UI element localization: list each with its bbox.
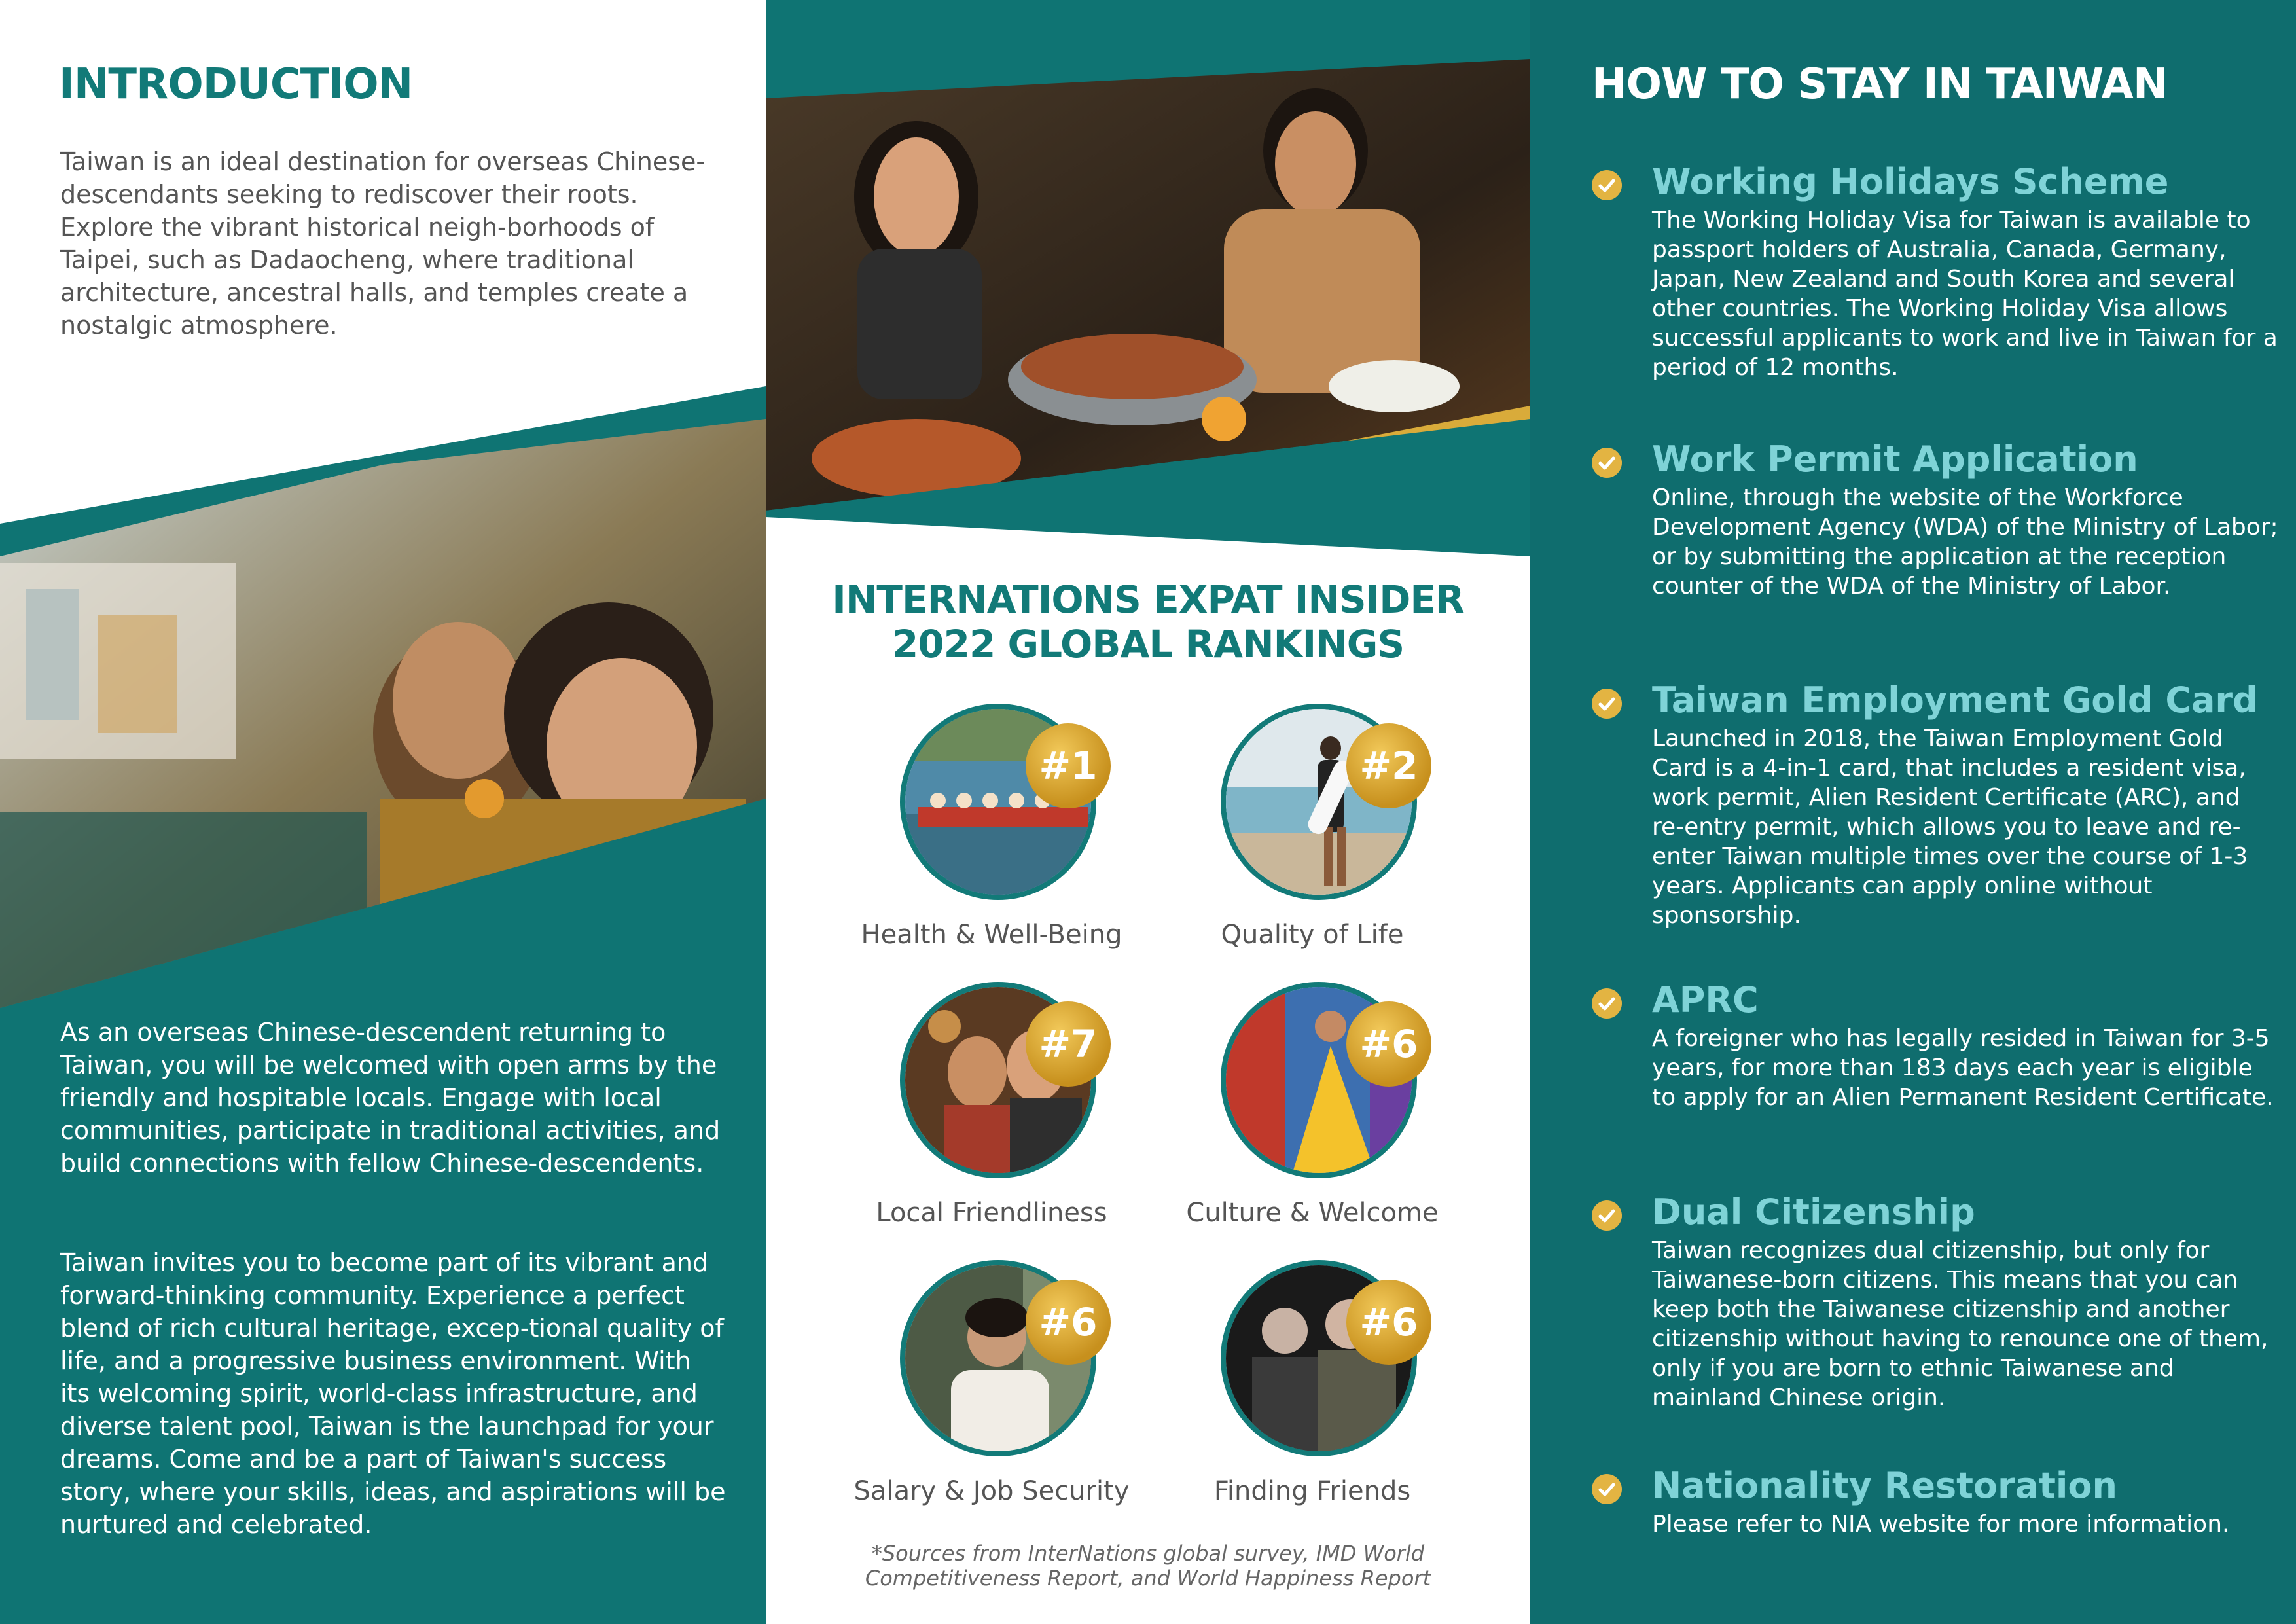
hotpot-photo [766, 0, 1530, 563]
middle-panel [766, 0, 1530, 1624]
rankings-title-line-1: INTERNATIONS EXPAT INSIDER [832, 577, 1464, 622]
rankings-title [766, 577, 1530, 666]
check-icon [1592, 448, 1622, 478]
check-icon [1592, 988, 1622, 1019]
rank-badge: #6 [1346, 1001, 1431, 1087]
section-title: APRC [1652, 979, 1759, 1020]
section-body: The Working Holiday Visa for Taiwan is available to passport holders of Australia, Canada, Germany, Japan, New Zealand and South Korea and several other countries. The Working Holiday Visa allows successful applicants to work and live in Taiwan for a period of 12 months. [1652, 207, 2278, 381]
rank-badge: #2 [1346, 723, 1431, 808]
left-panel [0, 0, 766, 1624]
invitation-paragraph: Taiwan invites you to become part of its vibrant and forward-thinking community. Experience a perfect blend of rich cultural heritage, excep-tional quality of life, and a progressive business environment. With its welcoming spirit, world-class infrastructure, and diverse talent pool, Taiwan is the launchpad for your dreams. Come and be a part of Taiwan's success story, where your skills, ideas, and aspirations will be nurtured and celebrated. [60, 1248, 726, 1539]
rank-badge: #6 [1346, 1280, 1431, 1365]
section-body: Please refer to NIA website for more information. [1652, 1511, 2230, 1538]
section-body: Taiwan recognizes dual citizenship, but only for Taiwanese-born citizens. This means that you can keep both the Taiwanese citizenship and another citizenship without having to renounce one of them, only if you are born to ethnic Taiwanese and mainland Chinese origin. [1652, 1237, 2269, 1411]
intro-paragraph: Taiwan is an ideal destination for overseas Chinese-descendants seeking to rediscover their roots. Explore the vibrant historical neigh-borhoods of Taipei, such as Dadaocheng, where traditional architecture, ancestral halls, and temples create a nostalgic atmosphere. [60, 147, 706, 340]
section-body: A foreigner who has legally resided in Taiwan for 3-5 years, for more than 183 days each year is eligible to apply for an Alien Permanent Resident Certificate. [1652, 1025, 2274, 1111]
section-body: Online, through the website of the Workforce Development Agency (WDA) of the Ministry of Labor; or by submitting the application at the reception counter of the WDA of the Ministry of Labor. [1652, 484, 2278, 600]
section-title: Work Permit Application [1652, 439, 2138, 480]
rank-label: Quality of Life [1221, 920, 1404, 950]
rank-label: Health & Well-Being [861, 920, 1122, 950]
rank-badge: #7 [1026, 1001, 1111, 1087]
sources-line-2: Competitiveness Report, and World Happiness Report [865, 1566, 1431, 1591]
rank-label: Culture & Welcome [1186, 1198, 1439, 1228]
street-food-photo [0, 419, 766, 1021]
check-icon [1592, 1474, 1622, 1504]
right-panel [1530, 0, 2296, 1624]
rankings-title-line-2: 2022 GLOBAL RANKINGS [891, 622, 1405, 666]
section-title: Nationality Restoration [1652, 1465, 2117, 1506]
sources-note [766, 1541, 1530, 1591]
introduction-heading: INTRODUCTION [59, 60, 413, 109]
section-title: Dual Citizenship [1652, 1191, 1975, 1233]
rank-label: Salary & Job Security [853, 1476, 1130, 1506]
section-title: Working Holidays Scheme [1652, 161, 2169, 202]
sources-line-1: *Sources from InterNations global survey, IMD World [871, 1541, 1425, 1566]
rank-badge: #1 [1026, 723, 1111, 808]
section-title: Taiwan Employment Gold Card [1652, 679, 2258, 721]
stay-heading: HOW TO STAY IN TAIWAN [1592, 60, 2168, 109]
section-body: Launched in 2018, the Taiwan Employment Gold Card is a 4-in-1 card, that includes a resident visa, work permit, Alien Resident Certificate (ARC), and re-entry permit, which allows you to leave and re-enter Taiwan multiple times over the course of 1-3 years. Applicants can apply online without sponsorship. [1652, 725, 2248, 929]
rank-badge: #6 [1026, 1280, 1111, 1365]
check-icon [1592, 170, 1622, 200]
check-icon [1592, 689, 1622, 719]
welcome-paragraph: As an overseas Chinese-descendent returning to Taiwan, you will be welcomed with open arms by the friendly and hospitable locals. Engage with local communities, participate in traditional activities, and build connections with fellow Chinese-descendents. [60, 1018, 721, 1178]
rank-label: Local Friendliness [876, 1198, 1107, 1228]
rank-label: Finding Friends [1213, 1476, 1411, 1506]
check-icon [1592, 1200, 1622, 1231]
